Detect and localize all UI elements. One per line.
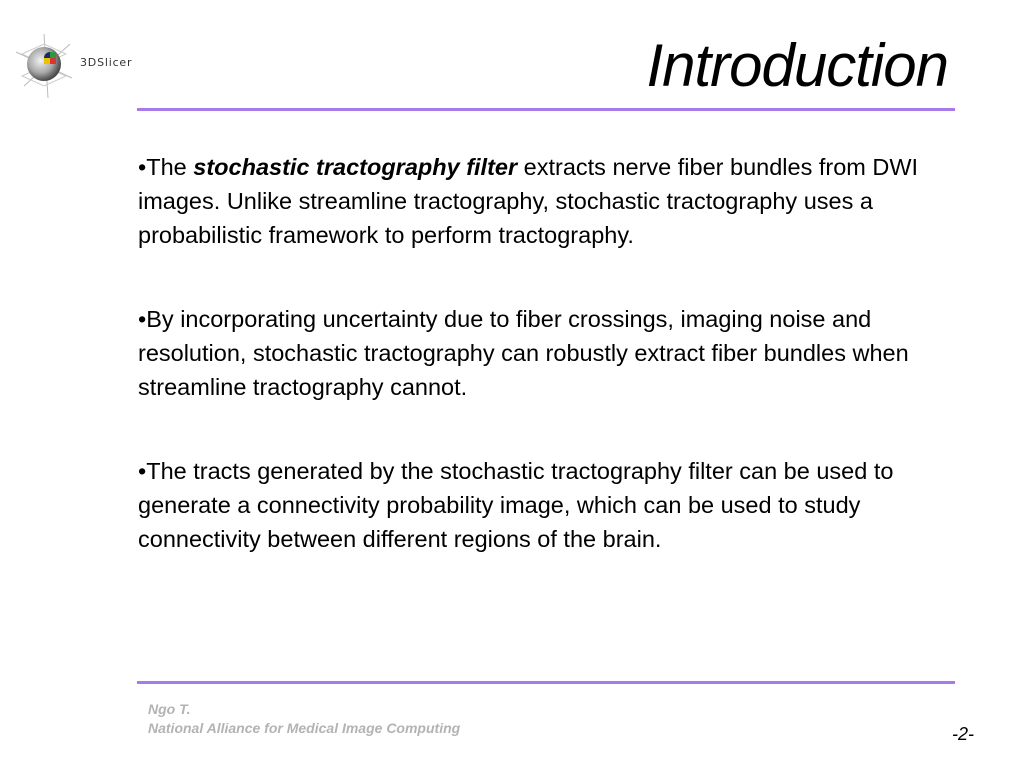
bullet-marker: • (138, 154, 147, 180)
footer-org: National Alliance for Medical Image Computing (148, 720, 461, 736)
3dslicer-logo (14, 30, 144, 102)
bullet-emphasis: stochastic tractography filter (193, 154, 518, 180)
logo-text: 3DSlicer (80, 56, 133, 69)
slide-title: Introduction (646, 32, 948, 99)
bullet-marker: • (138, 306, 147, 332)
page-number: -2- (952, 724, 974, 744)
bullet-text: By incorporating uncertainty due to fiber crossings, imaging noise and resolution, stochastic tractography can robustly extract fiber bundles when streamline tractography cannot. (138, 306, 909, 400)
bullet-marker: • (138, 458, 147, 484)
footer-author: Ngo T. (148, 701, 191, 717)
bullet-text: extracts nerve fiber bundles from DWI images. Unlike streamline tractography, stochastic tractography uses a probabilistic framework to perform tractography. (138, 154, 919, 248)
footer-divider (137, 681, 955, 684)
footer (148, 700, 460, 738)
bullet-3 (138, 454, 928, 556)
slide-content (138, 150, 928, 606)
title-divider (137, 108, 955, 111)
bullet-2 (138, 302, 928, 404)
bullet-1 (138, 150, 928, 252)
bullet-text: The tracts generated by the stochastic tractography filter can be used to generate a connectivity probability image, which can be used to study connectivity between different regions of the brain. (138, 458, 894, 552)
bullet-text: The (146, 154, 194, 180)
3dslicer-logo-icon (14, 30, 80, 102)
